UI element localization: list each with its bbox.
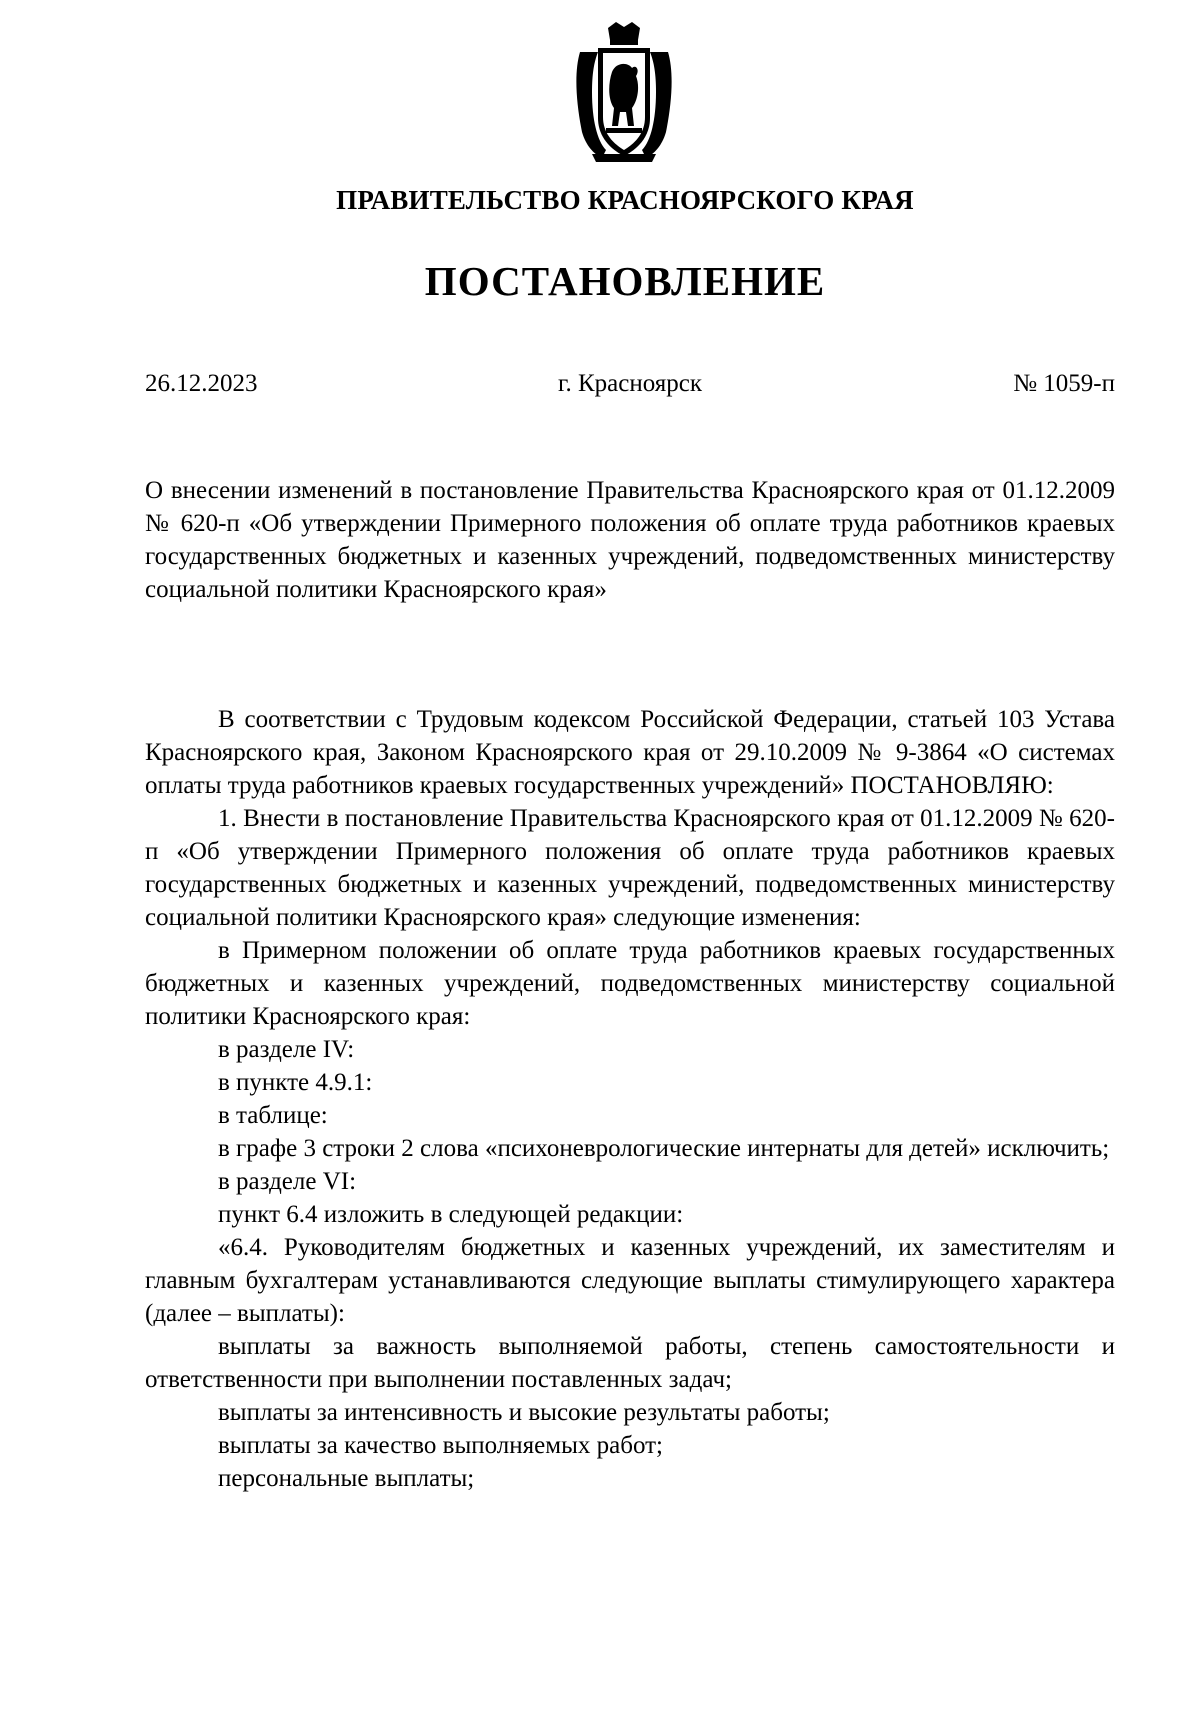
document-type: ПОСТАНОВЛЕНИЕ [424, 258, 826, 304]
paragraph: «6.4. Руководителям бюджетных и казенных учреждений, их заместителям и главным бухгалтерам устанавливаются следующие выплаты стимулирующего характера (далее – выплаты): [145, 1234, 1115, 1327]
paragraph: пункт 6.4 изложить в следующей редакции: [218, 1201, 684, 1228]
paragraph: в таблице: [218, 1102, 328, 1129]
paragraph: в графе 3 строки 2 слова «психоневрологические интернаты для детей» исключить; [218, 1135, 1110, 1162]
document-meta [145, 370, 1115, 404]
document-body [145, 703, 1115, 1495]
document-number: № 1059-п [1013, 370, 1115, 397]
document-city: г. Красноярск [558, 370, 702, 397]
paragraph: персональные выплаты; [218, 1465, 475, 1492]
document-date: 26.12.2023 [145, 370, 258, 397]
paragraph: В соответствии с Трудовым кодексом Российской Федерации, статьей 103 Устава Красноярского края, Законом Красноярского края от 29.10.2009 № 9-3864 «О системах оплаты труда работников краевых государственных учреждений» ПОСТАНОВЛЯЮ: [145, 706, 1115, 799]
paragraph: в разделе IV: [218, 1036, 355, 1063]
paragraph: выплаты за качество выполняемых работ; [218, 1432, 663, 1459]
paragraph: в разделе VI: [218, 1168, 357, 1195]
organization-name: ПРАВИТЕЛЬСТВО КРАСНОЯРСКОГО КРАЯ [336, 185, 914, 215]
coat-of-arms-icon [572, 22, 676, 164]
document-subject: О внесении изменений в постановление Правительства Красноярского края от 01.12.2009 № 620-п «Об утверждении Примерного положения об оплате труда работников краевых государственных бюджетных и казенных учреждений, подведомственных министерству социальной политики Красноярского края» [145, 477, 1115, 603]
paragraph: в пункте 4.9.1: [218, 1069, 373, 1096]
paragraph: в Примерном положении об оплате труда работников краевых государственных бюджетных и казенных учреждений, подведомственных министерству социальной политики Красноярского края: [145, 937, 1115, 1030]
paragraph: 1. Внести в постановление Правительства Красноярского края от 01.12.2009 № 620-п «Об утверждении Примерного положения об оплате труда работников краевых государственных бюджетных и казенных учреждений, подведомственных министерству социальной политики Красноярского края» следующие изменения: [145, 805, 1115, 931]
paragraph: выплаты за важность выполняемой работы, степень самостоятельности и ответственности при выполнении поставленных задач; [145, 1333, 1115, 1393]
paragraph: выплаты за интенсивность и высокие результаты работы; [218, 1399, 830, 1426]
